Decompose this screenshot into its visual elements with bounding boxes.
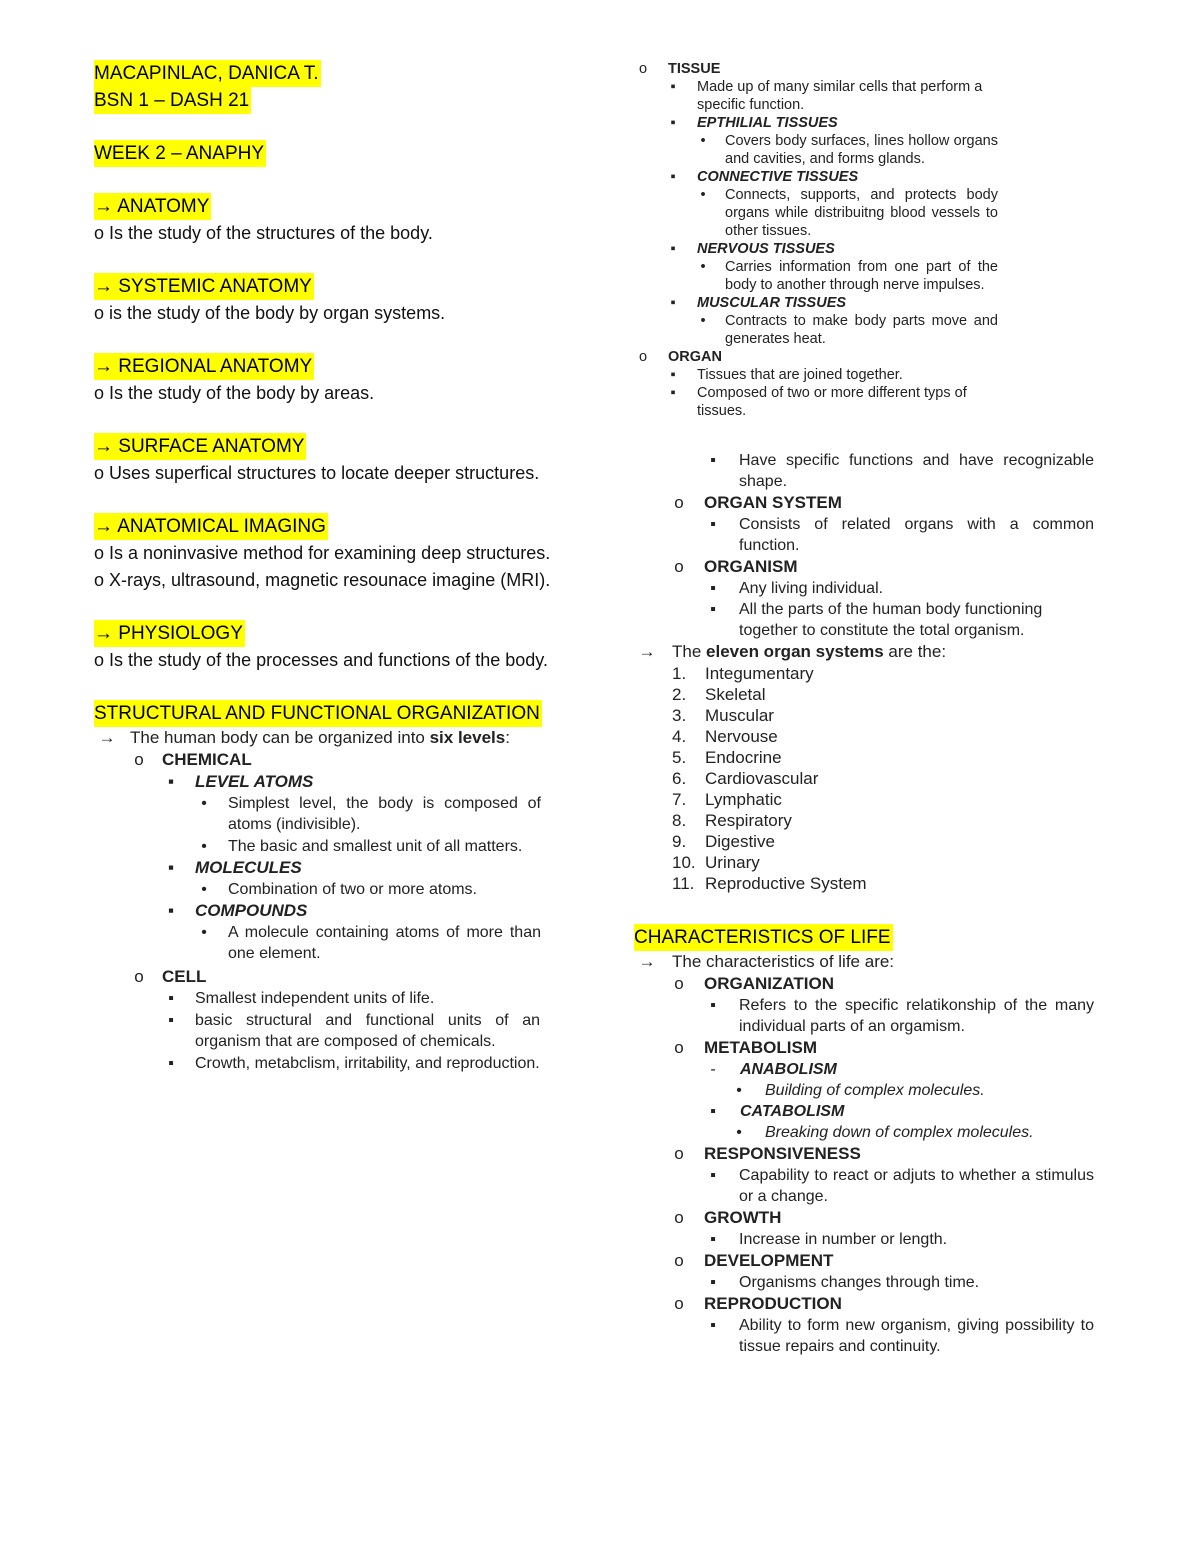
circle-bullet-icon: o [638, 349, 648, 365]
square-bullet-icon: ▪ [168, 1012, 174, 1029]
organ-system-label: Lymphatic [705, 790, 782, 809]
list-number: 2. [672, 685, 687, 704]
list-item: o REPRODUCTION [670, 1293, 1104, 1315]
circle-bullet-icon: o [674, 1251, 684, 1270]
square-bullet-icon: ▪ [710, 1317, 716, 1334]
list-item: ▪ Capability to react or adjuts to whether a stimulus or a change. [704, 1165, 1094, 1207]
definition-anatomical-imaging [94, 513, 554, 594]
list-item: o TISSUE [634, 60, 1104, 78]
definition-systemic-anatomy [94, 273, 554, 327]
circle-bullet-icon: o [674, 557, 684, 576]
list-item: o METABOLISM [670, 1037, 1104, 1059]
arrow-icon: → [98, 728, 116, 747]
list-item: ▪ Crowth, metabclism, irritability, and reproduction. [162, 1053, 540, 1074]
definition-title: → ANATOMY [94, 193, 211, 220]
square-bullet-icon: ▪ [167, 901, 175, 920]
list-item: ▪ LEVEL ATOMS [162, 771, 554, 793]
list-item: • Building of complex molecules. [730, 1080, 1104, 1101]
definition-title: → ANATOMICAL IMAGING [94, 513, 328, 540]
square-bullet-icon: ▪ [710, 1274, 716, 1291]
left-column [94, 60, 554, 1074]
organ-system-item [672, 789, 1104, 810]
definition-anatomy [94, 193, 554, 247]
definition-surface-anatomy [94, 433, 554, 487]
list-number: 10. [672, 853, 696, 872]
definition-text: o Is the study of the body by areas. [94, 383, 375, 403]
list-item: ▪ Consists of related organs with a common function. [704, 514, 1094, 556]
circle-bullet-icon: o [674, 974, 684, 993]
arrow-icon: → [638, 642, 656, 661]
list-item: • Connects, supports, and protects body organs while distribuitng blood vessels to other tissues. [694, 186, 998, 240]
dot-bullet-icon: • [201, 838, 207, 855]
organ-systems-list [634, 663, 1104, 894]
organ-system-item [672, 747, 1104, 768]
organ-system-item [672, 705, 1104, 726]
organ-continued-block [634, 450, 1104, 894]
organ-system-item [672, 663, 1104, 684]
square-bullet-icon: ▪ [670, 169, 676, 185]
dot-bullet-icon: • [700, 313, 706, 329]
dot-bullet-icon: • [700, 259, 706, 275]
right-column [634, 60, 1104, 1357]
list-item: ▪ All the parts of the human body functioning together to constitute the total organism. [704, 599, 1094, 641]
square-bullet-icon: ▪ [710, 1231, 716, 1248]
list-item: ▪ CATABOLISM [704, 1101, 1104, 1122]
list-item: ▪ Any living individual. [704, 578, 1094, 599]
list-item: ▪ EPTHILIAL TISSUES [664, 114, 1104, 132]
dot-bullet-icon: • [201, 795, 207, 812]
circle-bullet-icon: o [134, 967, 144, 986]
organ-system-item [672, 810, 1104, 831]
list-number: 1. [672, 664, 687, 683]
square-bullet-icon: ▪ [670, 115, 676, 131]
section-title: CHARACTERISTICS OF LIFE [634, 924, 893, 951]
list-item: • Contracts to make body parts move and generates heat. [694, 312, 998, 348]
list-item: ▪ MOLECULES [162, 857, 554, 879]
square-bullet-icon: ▪ [710, 997, 716, 1014]
list-item: → The eleven organ systems are the: [638, 642, 947, 661]
list-item: ▪ Composed of two or more different typs of tissues. [664, 384, 998, 420]
definition-text: o Is a noninvasive method for examining deep structures. [94, 543, 551, 563]
square-bullet-icon: ▪ [710, 1167, 716, 1184]
list-item: ▪ NERVOUS TISSUES [664, 240, 1104, 258]
square-bullet-icon: ▪ [670, 241, 676, 257]
dot-bullet-icon: • [201, 924, 207, 941]
organ-system-label: Cardiovascular [705, 769, 819, 788]
list-number: 11. [672, 874, 695, 893]
list-item: ▪ Tissues that are joined together. [664, 366, 998, 384]
characteristics-section [634, 924, 1104, 1357]
list-number: 5. [672, 748, 687, 767]
list-item: • The basic and smallest unit of all matters. [195, 836, 541, 857]
square-bullet-icon: ▪ [670, 79, 676, 95]
circle-bullet-icon: o [674, 1038, 684, 1057]
list-item: ▪ Ability to form new organism, giving possibility to tissue repairs and continuity. [704, 1315, 1094, 1357]
definition-text: o Uses superfical structures to locate deeper structures. [94, 463, 540, 483]
definition-title: → REGIONAL ANATOMY [94, 353, 314, 380]
list-item: - ANABOLISM [704, 1059, 1104, 1080]
square-bullet-icon: ▪ [670, 295, 676, 311]
circle-bullet-icon: o [674, 1144, 684, 1163]
dot-bullet-icon: • [700, 187, 706, 203]
organ-system-label: Reproductive System [705, 874, 867, 893]
square-bullet-icon: ▪ [670, 367, 676, 383]
list-item: o ORGAN SYSTEM [670, 492, 1104, 514]
dot-bullet-icon: • [736, 1082, 742, 1099]
list-item: o DEVELOPMENT [670, 1250, 1104, 1272]
list-item: • Carries information from one part of the body to another through nerve impulses. [694, 258, 998, 294]
circle-bullet-icon: o [674, 493, 684, 512]
definition-text: o Is the study of the processes and functions of the body. [94, 650, 548, 670]
list-item: ▪ Smallest independent units of life. [162, 988, 540, 1009]
organ-system-label: Integumentary [705, 664, 814, 683]
square-bullet-icon: ▪ [710, 601, 716, 618]
square-bullet-icon: ▪ [670, 385, 676, 401]
list-item: o ORGANISM [670, 556, 1104, 578]
organ-system-item [672, 684, 1104, 705]
organ-system-item [672, 768, 1104, 789]
organ-system-label: Urinary [705, 853, 760, 872]
week-title: WEEK 2 – ANAPHY [94, 140, 266, 167]
definition-text: o X-rays, ultrasound, magnetic resounace imagine (MRI). [94, 570, 551, 590]
list-item: o CHEMICAL [130, 749, 554, 771]
definition-text: o Is the study of the structures of the body. [94, 223, 433, 243]
square-bullet-icon: ▪ [710, 452, 716, 469]
list-item: ▪ CONNECTIVE TISSUES [664, 168, 1104, 186]
definition-title: → SURFACE ANATOMY [94, 433, 306, 460]
student-section: BSN 1 – DASH 21 [94, 87, 251, 114]
list-item: ▪ COMPOUNDS [162, 900, 554, 922]
organ-system-item [672, 831, 1104, 852]
organ-system-item [672, 726, 1104, 747]
list-item: o ORGAN [634, 348, 1104, 366]
definition-text: o is the study of the body by organ systems. [94, 303, 446, 323]
dot-bullet-icon: • [700, 133, 706, 149]
section-title: STRUCTURAL AND FUNCTIONAL ORGANIZATION [94, 700, 542, 727]
structural-section [94, 700, 554, 1074]
dot-bullet-icon: • [201, 881, 207, 898]
definition-regional-anatomy [94, 353, 554, 407]
circle-bullet-icon: o [674, 1294, 684, 1313]
list-item: • Simplest level, the body is composed of atoms (indivisible). [195, 793, 541, 835]
list-item: • Combination of two or more atoms. [195, 879, 541, 900]
list-item: • Breaking down of complex molecules. [730, 1122, 1104, 1143]
list-item: • Covers body surfaces, lines hollow organs and cavities, and forms glands. [694, 132, 998, 168]
organ-system-label: Digestive [705, 832, 775, 851]
dash-bullet-icon: - [710, 1061, 716, 1078]
organ-system-item [672, 852, 1104, 873]
square-bullet-icon: ▪ [167, 858, 175, 877]
definition-title: → SYSTEMIC ANATOMY [94, 273, 314, 300]
list-number: 9. [672, 832, 687, 851]
list-number: 6. [672, 769, 687, 788]
list-item: ▪ Have specific functions and have recognizable shape. [704, 450, 1094, 492]
list-item: • A molecule containing atoms of more than one element. [195, 922, 541, 964]
organ-system-label: Respiratory [705, 811, 792, 830]
circle-bullet-icon: o [134, 750, 144, 769]
list-item: → The human body can be organized into six levels: [98, 728, 510, 747]
list-item: o RESPONSIVENESS [670, 1143, 1104, 1165]
definition-physiology [94, 620, 554, 674]
organ-system-label: Skeletal [705, 685, 766, 704]
circle-bullet-icon: o [638, 61, 648, 77]
circle-bullet-icon: o [674, 1208, 684, 1227]
dot-bullet-icon: • [736, 1124, 742, 1141]
list-item: o ORGANIZATION [670, 973, 1104, 995]
list-item: ▪ Organisms changes through time. [704, 1272, 1094, 1293]
list-item: ▪ basic structural and functional units of an organism that are composed of chemicals. [162, 1010, 540, 1052]
list-number: 7. [672, 790, 687, 809]
organ-system-label: Nervouse [705, 727, 778, 746]
list-number: 8. [672, 811, 687, 830]
list-number: 4. [672, 727, 687, 746]
arrow-icon: → [638, 952, 656, 971]
list-item: ▪ Made up of many similar cells that perform a specific function. [664, 78, 998, 114]
square-bullet-icon: ▪ [710, 516, 716, 533]
tissue-block [634, 60, 1104, 420]
organ-system-item [672, 873, 1104, 894]
square-bullet-icon: ▪ [168, 990, 174, 1007]
list-item: o CELL [130, 966, 554, 988]
list-item: ▪ Increase in number or length. [704, 1229, 1094, 1250]
organ-system-label: Endocrine [705, 748, 782, 767]
list-item: → The characteristics of life are: [638, 952, 895, 971]
definition-title: → PHYSIOLOGY [94, 620, 245, 647]
square-bullet-icon: ▪ [710, 1103, 716, 1120]
list-item: ▪ Refers to the specific relatikonship of the many individual parts of an orgamism. [704, 995, 1094, 1037]
list-item: ▪ MUSCULAR TISSUES [664, 294, 1104, 312]
list-number: 3. [672, 706, 687, 725]
square-bullet-icon: ▪ [710, 580, 716, 597]
list-item: o GROWTH [670, 1207, 1104, 1229]
organ-system-label: Muscular [705, 706, 774, 725]
student-name: MACAPINLAC, DANICA T. [94, 60, 321, 87]
square-bullet-icon: ▪ [167, 772, 175, 791]
square-bullet-icon: ▪ [168, 1055, 174, 1072]
